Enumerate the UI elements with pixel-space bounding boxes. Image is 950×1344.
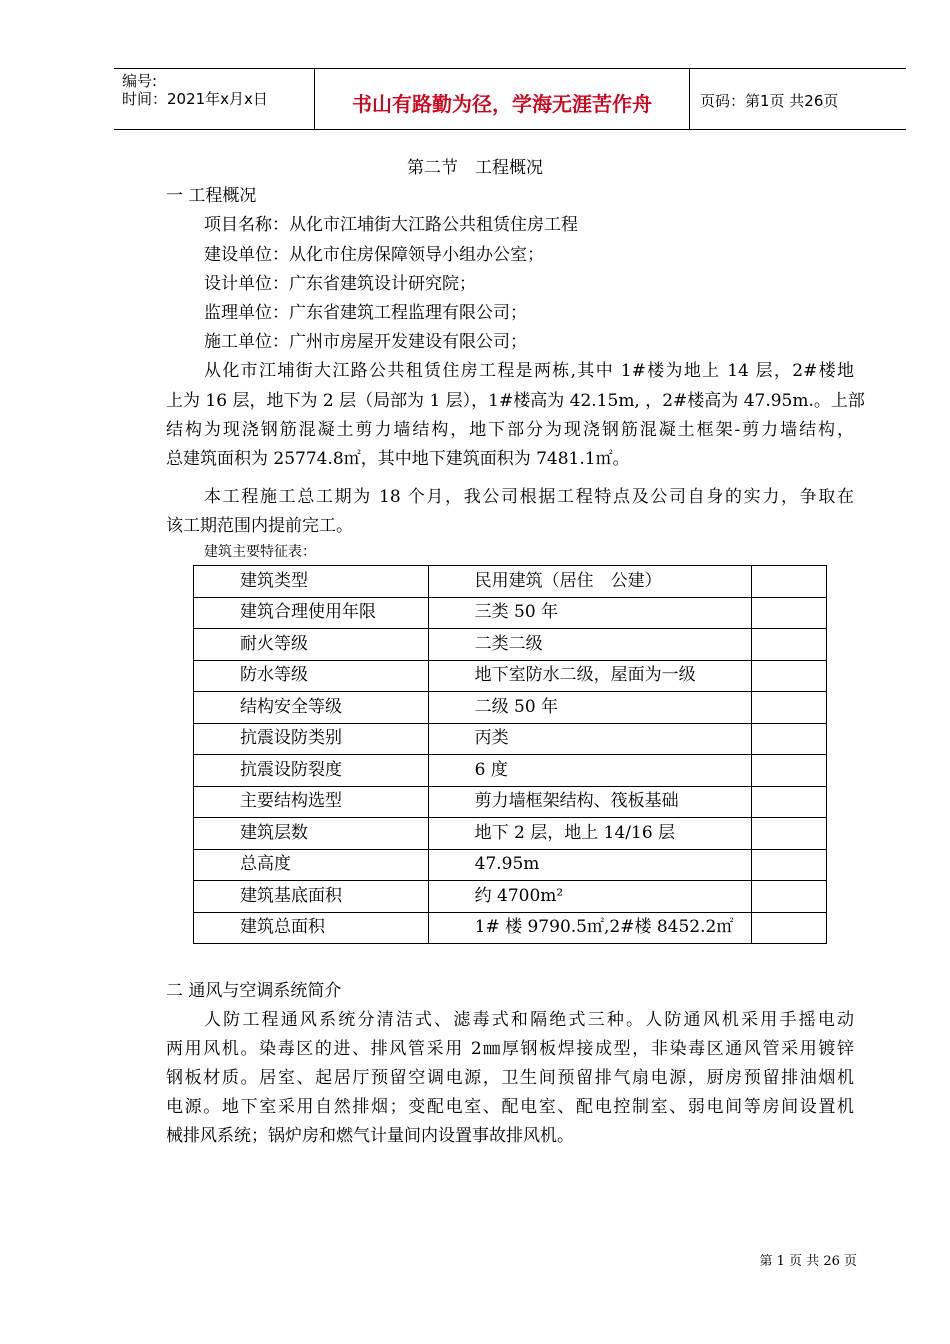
feature-note [752, 566, 827, 598]
part2-heading: 二 通风与空调系统简介 [166, 981, 342, 1001]
feature-value: 三类 50 年 [428, 597, 752, 629]
table-row [194, 786, 827, 818]
table-row [194, 597, 827, 629]
construction-unit: 施工单位：广州市房屋开发建设有限公司； [204, 332, 527, 352]
table-row [194, 818, 827, 850]
feature-value: 6 度 [428, 755, 752, 787]
feature-note [752, 629, 827, 661]
header-left-cell [114, 69, 314, 129]
feature-note [752, 849, 827, 881]
table-row [194, 566, 827, 598]
feature-name: 防水等级 [194, 660, 429, 692]
table-row [194, 849, 827, 881]
header-page-code: 页码：第1页 共26页 [700, 92, 839, 110]
ventilation-paragraph-line: 人防工程通风系统分清洁式、滤毒式和隔绝式三种。人防通风机采用手摇电动 [204, 1010, 854, 1030]
feature-value: 约 4700m² [428, 881, 752, 913]
table-caption: 建筑主要特征表： [204, 544, 316, 560]
table-row [194, 881, 827, 913]
feature-name: 建筑总面积 [194, 912, 429, 944]
feature-name: 总高度 [194, 849, 429, 881]
feature-name: 结构安全等级 [194, 692, 429, 724]
feature-note [752, 786, 827, 818]
feature-name: 建筑基底面积 [194, 881, 429, 913]
builder-unit: 建设单位：从化市住房保障领导小组办公室； [204, 245, 544, 265]
feature-name: 建筑合理使用年限 [194, 597, 429, 629]
feature-value: 二级 50 年 [428, 692, 752, 724]
feature-name: 主要结构选型 [194, 786, 429, 818]
part1-heading: 一 工程概况 [166, 186, 257, 206]
document-date: 时间：2021年x月x日 [122, 90, 268, 108]
project-name: 项目名称：从化市江埔街大江路公共租赁住房工程 [204, 215, 578, 235]
feature-note [752, 597, 827, 629]
schedule-paragraph-line: 本工程施工总工期为 18 个月，我公司根据工程特点及公司自身的实力，争取在 [204, 487, 854, 507]
design-unit: 设计单位：广东省建筑设计研究院； [204, 274, 476, 294]
header-right-cell [690, 69, 906, 129]
section-title: 第二节 工程概况 [407, 158, 543, 178]
document-number-label: 编号: [122, 72, 158, 90]
ventilation-paragraph-line: 两用风机。染毒区的进、排风管采用 2㎜厚钢板焊接成型，非染毒区通风管采用镀锌 [166, 1039, 854, 1059]
feature-value: 丙类 [428, 723, 752, 755]
table-row [194, 755, 827, 787]
feature-value: 1# 楼 9790.5㎡,2#楼 8452.2㎡ [428, 912, 752, 944]
header-middle-cell [314, 69, 690, 129]
feature-name: 建筑层数 [194, 818, 429, 850]
page-footer: 第 1 页 共 26 页 [759, 1254, 857, 1269]
overview-paragraph-line: 总建筑面积为 25774.8㎡，其中地下建筑面积为 7481.1㎡。 [166, 449, 630, 469]
overview-paragraph-line: 结构为现浇钢筋混凝土剪力墙结构，地下部分为现浇钢筋混凝土框架-剪力墙结构， [166, 420, 854, 440]
ventilation-paragraph-line: 械排风系统；锅炉房和燃气计量间内设置事故排风机。 [166, 1126, 574, 1146]
feature-table [193, 565, 827, 944]
feature-value: 剪力墙框架结构、筏板基础 [428, 786, 752, 818]
feature-value: 二类二级 [428, 629, 752, 661]
feature-name: 抗震设防类别 [194, 723, 429, 755]
feature-note [752, 881, 827, 913]
feature-value: 地下 2 层，地上 14/16 层 [428, 818, 752, 850]
overview-paragraph-line: 从化市江埔街大江路公共租赁住房工程是两栋,其中 1#楼为地上 14 层，2#楼地 [204, 361, 854, 381]
page-header [114, 68, 906, 130]
feature-name: 耐火等级 [194, 629, 429, 661]
overview-paragraph-line: 上为 16 层，地下为 2 层（局部为 1 层），1#楼高为 42.15m, ，2#楼高为 47.95m.。上部 [166, 391, 865, 411]
ventilation-paragraph-line: 钢板材质。居室、起居厅预留空调电源，卫生间预留排气扇电源，厨房预留排油烟机 [166, 1068, 854, 1088]
ventilation-paragraph-line: 电源。地下室采用自然排烟；变配电室、配电室、配电控制室、弱电间等房间设置机 [166, 1097, 854, 1117]
feature-note [752, 660, 827, 692]
feature-value: 地下室防水二级，屋面为一级 [428, 660, 752, 692]
feature-note [752, 692, 827, 724]
feature-value: 民用建筑（居住 公建） [428, 566, 752, 598]
feature-name: 抗震设防裂度 [194, 755, 429, 787]
feature-note [752, 818, 827, 850]
feature-note [752, 723, 827, 755]
header-motto: 书山有路勤为径，学海无涯苦作舟 [352, 92, 652, 116]
feature-value: 47.95m [428, 849, 752, 881]
table-row [194, 912, 827, 944]
feature-name: 建筑类型 [194, 566, 429, 598]
table-row [194, 692, 827, 724]
schedule-paragraph-line: 该工期范围内提前完工。 [166, 516, 353, 536]
supervision-unit: 监理单位：广东省建筑工程监理有限公司； [204, 303, 527, 323]
table-row [194, 723, 827, 755]
feature-note [752, 755, 827, 787]
table-row [194, 660, 827, 692]
table-row [194, 629, 827, 661]
feature-note [752, 912, 827, 944]
